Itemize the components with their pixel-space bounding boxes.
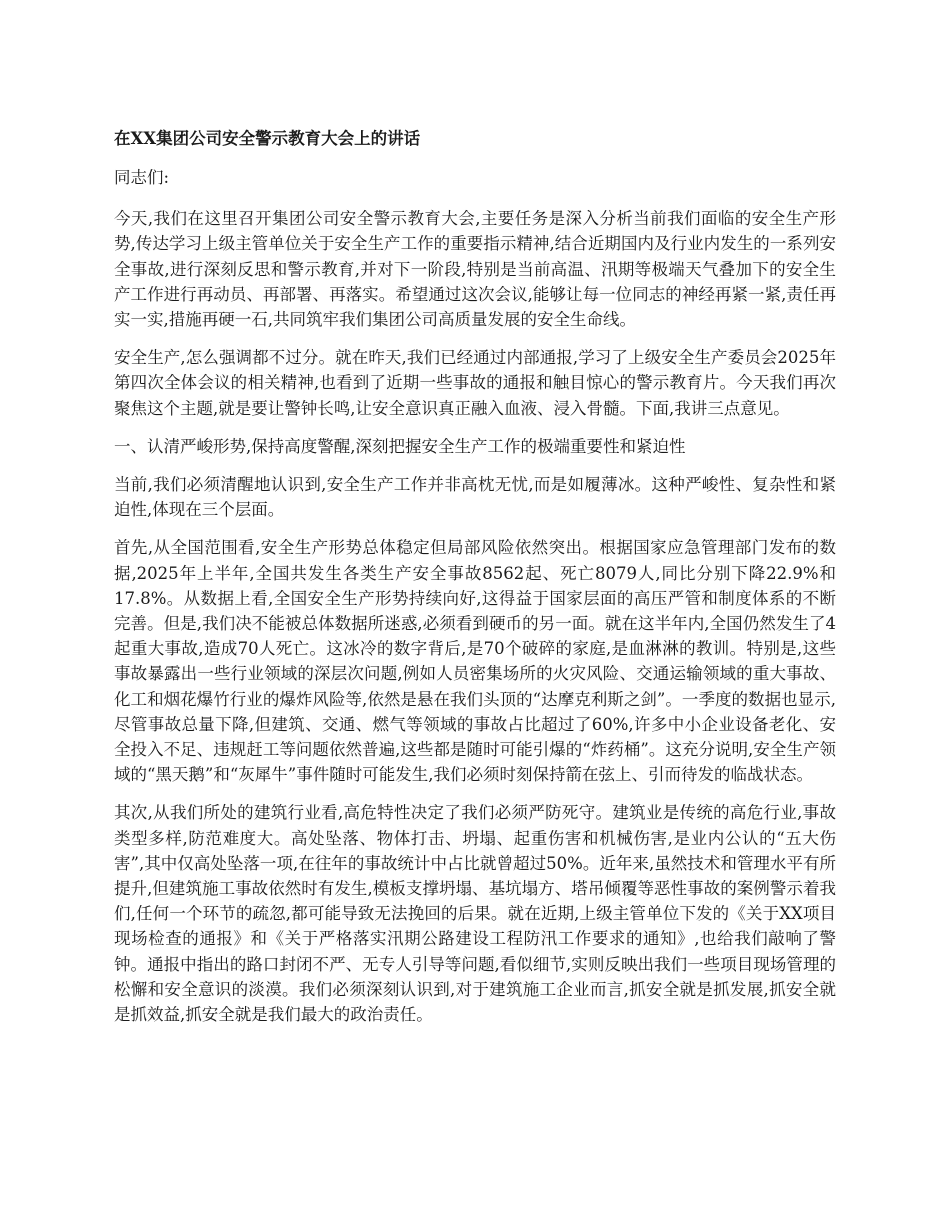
paragraph-emphasis: 安全生产,怎么强调都不过分。就在昨天,我们已经通过内部通报,学习了上级安全生产委员会2025年第四次全体会议的相关精神,也看到了近期一些事故的通报和触目惊心的警示教育片。今天我们再次聚焦这个主题,就是要让警钟长鸣,让安全意识真正融入血液、浸入骨髓。下面,我讲三点意见。 — [114, 348, 836, 418]
section-heading-one: 一、认清严峻形势,保持高度警醒,深刻把握安全生产工作的极端重要性和紧迫性 — [114, 436, 686, 456]
salutation: 同志们: — [114, 168, 170, 187]
paragraph-situation: 当前,我们必须清醒地认识到,安全生产工作并非高枕无忧,而是如履薄冰。这种严峻性、复杂性和紧迫性,体现在三个层面。 — [114, 475, 836, 520]
document-body — [114, 126, 836, 1040]
paragraph-industry: 其次,从我们所处的建筑行业看,高危特性决定了我们必须严防死守。建筑业是传统的高危行业,事故类型多样,防范难度大。高处坠落、物体打击、坍塌、起重伤害和机械伤害,是业内公认的“五大伤害”,其中仅高处坠落一项,在往年的事故统计中占比就曾超过50%。近年来,虽然技术和管理水平有所提升,但建筑施工事故依然时有发生,模板支撑坍塌、基坑塌方、塔吊倾覆等恶性事故的案例警示着我们,任何一个环节的疏忽,都可能导致无法挽回的后果。就在近期,上级主管单位下发的《关于XX项目现场检查的通报》和《关于严格落实汛期公路建设工程防汛工作要求的通知》,也给我们敲响了警钟。通报中指出的路口封闭不严、无专人引导等问题,看似细节,实则反映出我们一些项目现场管理的松懈和安全意识的淡漠。我们必须深刻认识到,对于建筑施工企业而言,抓安全就是抓发展,抓安全就是抓效益,抓安全就是我们最大的政治责任。 — [114, 803, 836, 1025]
paragraph-national: 首先,从全国范围看,安全生产形势总体稳定但局部风险依然突出。根据国家应急管理部门发布的数据,2025年上半年,全国共发生各类生产安全事故8562起、死亡8079人,同比分别下降22.9%和17.8%。从数据上看,全国安全生产形势持续向好,这得益于国家层面的高压严管和制度体系的不断完善。但是,我们决不能被总体数据所迷惑,必须看到硬币的另一面。就在这半年内,全国仍然发生了4起重大事故,造成70人死亡。这冰冷的数字背后,是70个破碎的家庭,是血淋淋的教训。特别是,这些事故暴露出一些行业领域的深层次问题,例如人员密集场所的火灾风险、交通运输领域的重大事故、化工和烟花爆竹行业的爆炸风险等,依然是悬在我们头顶的“达摩克利斯之剑”。一季度的数据也显示,尽管事故总量下降,但建筑、交通、燃气等领域的事故占比超过了60%,许多中小企业设备老化、安全投入不足、违规赶工等问题依然普遍,这些都是随时可能引爆的“炸药桶”。这充分说明,安全生产领域的“黑天鹅”和“灰犀牛”事件随时可能发生,我们必须时刻保持箭在弦上、引而待发的临战状态。 — [114, 538, 836, 785]
document-title: 在XX集团公司安全警示教育大会上的讲话 — [114, 129, 421, 148]
paragraph-intro: 今天,我们在这里召开集团公司安全警示教育大会,主要任务是深入分析当前我们面临的安全生产形势,传达学习上级主管单位关于安全生产工作的重要指示精神,结合近期国内及行业内发生的一系列安全事故,进行深刻反思和警示教育,并对下一阶段,特别是当前高温、汛期等极端天气叠加下的安全生产工作进行再动员、再部署、再落实。希望通过这次会议,能够让每一位同志的神经再紧一紧,责任再实一实,措施再硬一石,共同筑牢我们集团公司高质量发展的安全生命线。 — [114, 209, 836, 330]
